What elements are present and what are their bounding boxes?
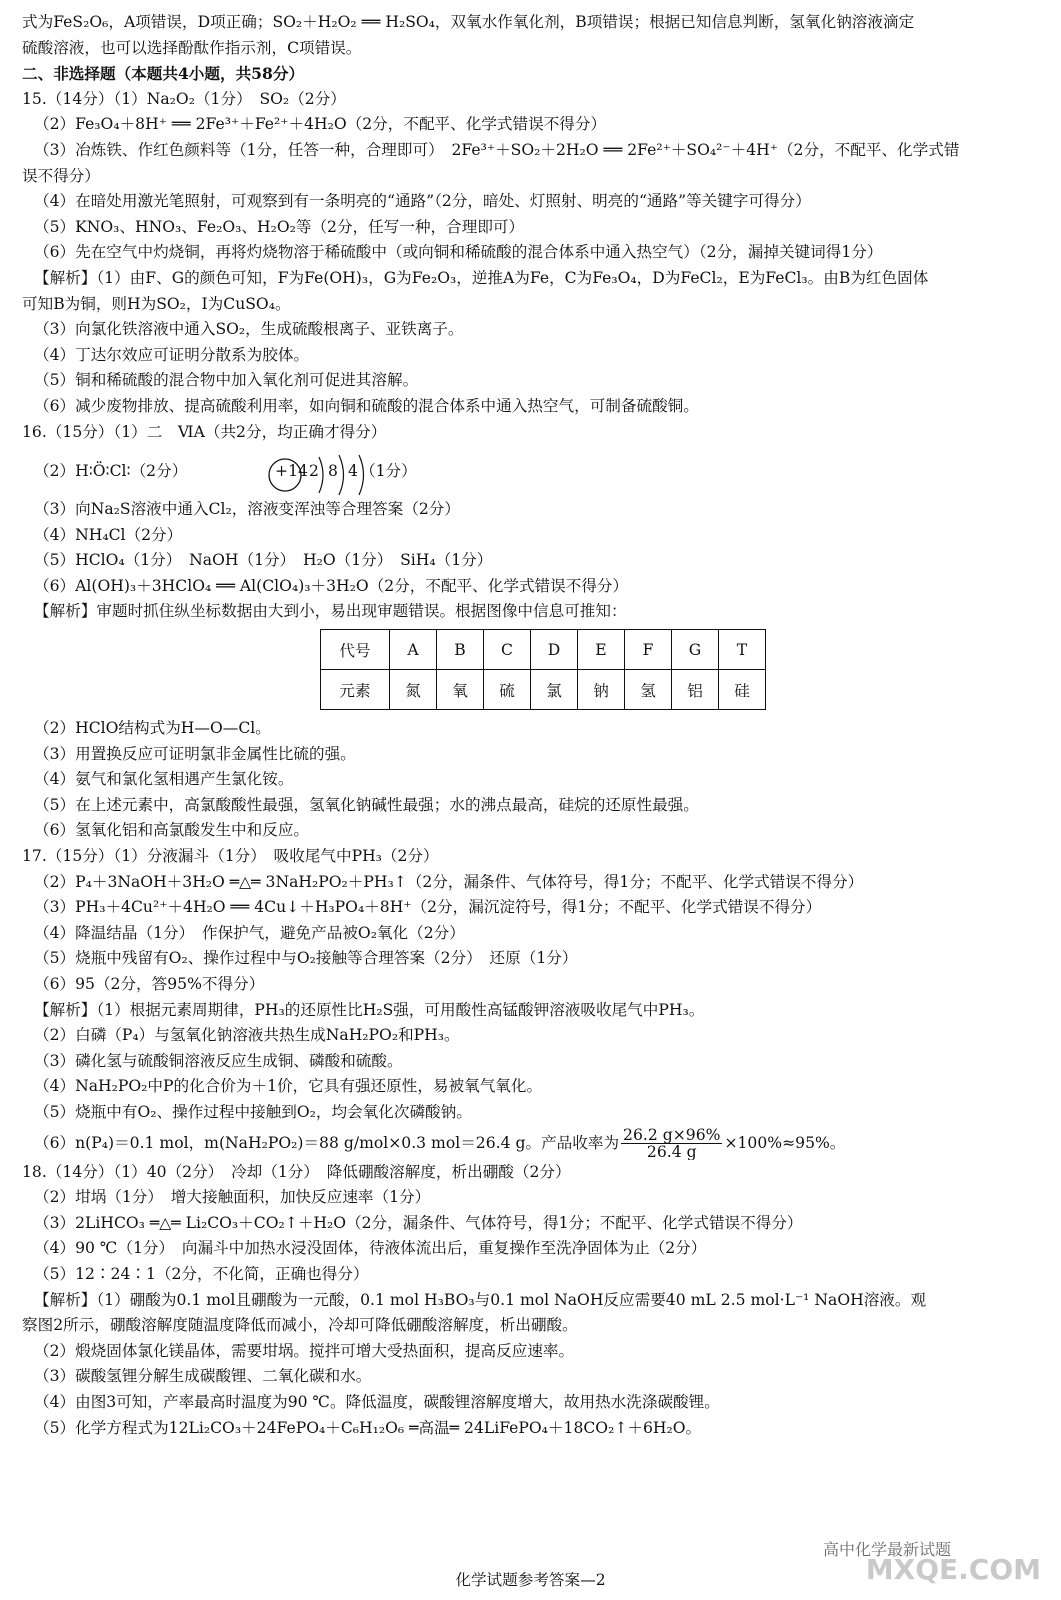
calc-suffix: ×100%≈95%。 xyxy=(724,1133,846,1152)
fraction xyxy=(621,1127,722,1160)
text-line: （5）12∶24∶1（2分，不化简，正确也得分） xyxy=(34,1264,369,1283)
text-line: （4）由图3可知，产率最高时温度为90 ℃。降低温度，碳酸锂溶解度增大，故用热水洗涤碳酸锂。 xyxy=(34,1392,720,1411)
points-label: （1分） xyxy=(360,462,417,481)
text-line: （3）向氯化铁溶液中通入SO₂，生成硫酸根离子、亚铁离子。 xyxy=(34,320,464,339)
page-footer: 化学试题参考答案—2 xyxy=(455,1571,606,1589)
text-line: （5）KNO₃、HNO₃、Fe₂O₃、H₂O₂等（2分，任写一种，合理即可） xyxy=(34,217,525,236)
table-cell: T xyxy=(719,630,766,670)
table-cell: F xyxy=(625,630,672,670)
table-row xyxy=(321,630,766,670)
text-line: （4）NaH₂PO₂中P的化合价为＋1价，它具有强还原性，易被氧气氧化。 xyxy=(34,1077,543,1096)
text-line: （5）化学方程式为12Li₂CO₃＋24FePO₄＋C₆H₁₂O₆ ═高温═ 24LiFePO₄＋18CO₂↑＋6H₂O。 xyxy=(34,1418,702,1437)
table-cell: 代号 xyxy=(321,630,390,670)
text-line: （6）先在空气中灼烧铜，再将灼烧物溶于稀硫酸中（或向铜和稀硫酸的混合体系中通入热空气）（2分，漏掉关键词得1分） xyxy=(34,243,883,262)
text-line: （4）降温结晶（1分） 作保护气，避免产品被O₂氧化（2分） xyxy=(34,923,465,942)
text-line: （2）白磷（P₄）与氢氧化钠溶液共热生成NaH₂PO₂和PH₃。 xyxy=(34,1026,460,1045)
text-line: （2）P₄＋3NaOH＋3H₂O ═△═ 3NaH₂PO₂＋PH₃↑（2分，漏条件、气体符号，得1分；不配平、化学式错误不得分） xyxy=(34,872,864,891)
element-table xyxy=(320,629,766,710)
table-cell: 钠 xyxy=(578,670,625,710)
analysis-line: 【解析】审题时抓住纵坐标数据由大到小，易出现审题错误。根据图像中信息可推知： xyxy=(34,602,627,621)
text-line: 察图2所示，硼酸溶解度随温度降低而减小，冷却可降低硼酸溶解度，析出硼酸。 xyxy=(22,1316,578,1335)
text-line: （4）90 ℃（1分） 向漏斗中加热水浸没固体，待液体流出后，重复操作至洗净固体为止（2分） xyxy=(34,1239,707,1258)
analysis-line: 【解析】（1）硼酸为0.1 mol且硼酸为一元酸，0.1 mol H₃BO₃与0.1 mol NaOH反应需要40 mL 2.5 mol·L⁻¹ NaOH溶液。观 xyxy=(34,1290,927,1309)
text-line: （3）用置换反应可证明氯非金属性比硫的强。 xyxy=(34,744,356,763)
text-line: （5）在上述元素中，高氯酸酸性最强，氢氧化钠碱性最强；水的沸点最高，硅烷的还原性最强。 xyxy=(34,795,699,814)
q16-part2 xyxy=(22,445,1038,497)
text-line: （3）向Na₂S溶液中通入Cl₂，溶液变浑浊等合理答案（2分） xyxy=(34,500,460,519)
table-cell: 氮 xyxy=(390,670,437,710)
electron-formula: （2）H∶Ö∶Cl∶（2分） xyxy=(34,462,188,481)
shell-3: 4 xyxy=(348,462,358,481)
text-line: （2）坩埚（1分） 增大接触面积，加快反应速率（1分） xyxy=(34,1188,431,1207)
text-line: （3）碳酸氢锂分解生成碳酸锂、二氧化碳和水。 xyxy=(34,1367,372,1386)
text-line: 硫酸溶液，也可以选择酚酞作指示剂，C项错误。 xyxy=(22,38,362,57)
table-cell: 硅 xyxy=(719,670,766,710)
nucleus-charge: +14 xyxy=(275,462,308,481)
text-line: （4）在暗处用激光笔照射，可观察到有一条明亮的“通路”（2分，暗处、灯照射、明亮的“通路”等关键字可得分） xyxy=(34,192,811,211)
watermark-account: 高中化学最新试题 xyxy=(822,1540,951,1559)
table-cell: C xyxy=(484,630,531,670)
watermark-site: MXQE.COM xyxy=(865,1553,1041,1586)
text-line: （4）丁达尔效应可证明分散系为胶体。 xyxy=(34,345,310,364)
text-line: 误不得分） xyxy=(22,166,100,185)
table-row xyxy=(321,670,766,710)
text-line: （2）Fe₃O₄＋8H⁺ ══ 2Fe³⁺＋Fe²⁺＋4H₂O（2分，不配平、化学式错误不得分） xyxy=(34,115,607,134)
yield-calculation xyxy=(22,1126,1038,1160)
table-cell: E xyxy=(578,630,625,670)
fraction-denominator: 26.4 g xyxy=(646,1143,697,1160)
fraction-numerator: 26.2 g×96% xyxy=(623,1126,721,1145)
question-16: 16.（15分）（1）二 ⅥA（共2分，均正确才得分） xyxy=(22,422,387,441)
text-line: （6）Al(OH)₃＋3HClO₄ ══ Al(ClO₄)₃＋3H₂O（2分，不配平、化学式错误不得分） xyxy=(34,576,629,595)
table-cell: 氧 xyxy=(437,670,484,710)
text-line: （6）减少废物排放、提高硫酸利用率，如向铜和硫酸的混合体系中通入热空气，可制备硫酸铜。 xyxy=(34,396,699,415)
table-cell: A xyxy=(390,630,437,670)
text-line: （3）磷化氢与硫酸铜溶液反应生成铜、磷酸和硫酸。 xyxy=(34,1051,403,1070)
table-cell: B xyxy=(437,630,484,670)
table-cell: G xyxy=(672,630,719,670)
text-line: （6）95（2分，答95%不得分） xyxy=(34,975,265,993)
analysis-line: 【解析】（1）由F、G的颜色可知，F为Fe(OH)₃，G为Fe₂O₃，逆推A为Fe，C为Fe₃O₄，D为FeCl₂，E为FeCl₃。由B为红色固体 xyxy=(34,268,929,287)
text-line: （5）铜和稀硫酸的混合物中加入氧化剂可促进其溶解。 xyxy=(34,371,419,390)
text-line: （3）冶炼铁、作红色颜料等（1分，任答一种，合理即可） 2Fe³⁺＋SO₂＋2H₂O ══ 2Fe²⁺＋SO₄²⁻＋4H⁺（2分，不配平、化学式错 xyxy=(34,140,960,159)
answer-page xyxy=(22,10,1038,1441)
text-line: 可知B为铜，则H为SO₂，I为CuSO₄。 xyxy=(22,294,291,313)
shell-2: 8 xyxy=(328,462,338,481)
text-line: （4）氨气和氯化氢相遇产生氯化铵。 xyxy=(34,770,294,789)
text-line: （2）HClO结构式为H—O—Cl。 xyxy=(34,719,271,738)
question-15: 15.（14分）（1）Na₂O₂（1分） SO₂（2分） xyxy=(22,89,346,108)
text-line: （2）煅烧固体氯化镁晶体，需要坩埚。搅拌可增大受热面积，提高反应速率。 xyxy=(34,1341,575,1360)
analysis-line: 【解析】（1）根据元素周期律，PH₃的还原性比H₂S强，可用酸性高锰酸钾溶液吸收尾气中PH₃。 xyxy=(34,1000,705,1019)
question-18: 18.（14分）（1）40（2分） 冷却（1分） 降低硼酸溶解度，析出硼酸（2分） xyxy=(22,1162,571,1181)
text-line: （3）PH₃＋4Cu²⁺＋4H₂O ══ 4Cu↓＋H₃PO₄＋8H⁺（2分，漏沉淀符号，得1分；不配平、化学式错误不得分） xyxy=(34,898,822,917)
table-cell: 硫 xyxy=(484,670,531,710)
text-line: （5）烧瓶中有O₂、操作过程中接触到O₂，均会氧化次磷酸钠。 xyxy=(34,1102,472,1121)
shell-1: 2 xyxy=(309,462,319,481)
table-cell: 氢 xyxy=(625,670,672,710)
text-line: 式为FeS₂O₆，A项错误，D项正确；SO₂＋H₂O₂ ══ H₂SO₄，双氧水作氧化剂，B项错误；根据已知信息判断，氢氧化钠溶液滴定 xyxy=(22,13,915,31)
question-17: 17.（15分）（1）分液漏斗（1分） 吸收尾气中PH₃（2分） xyxy=(22,847,439,866)
table-cell: 元素 xyxy=(321,670,390,710)
calc-prefix: （6）n(P₄)＝0.1 mol，m(NaH₂PO₂)＝88 g/mol×0.3 mol＝26.4 g。产品收率为 xyxy=(34,1133,620,1152)
table-cell: D xyxy=(531,630,578,670)
table-cell: 铝 xyxy=(672,670,719,710)
text-line: （5）烧瓶中残留有O₂、操作过程中与O₂接触等合理答案（2分） 还原（1分） xyxy=(34,949,578,968)
section-heading: 二、非选择题（本题共4小题，共58分） xyxy=(22,64,305,84)
text-line: （3）2LiHCO₃ ═△═ Li₂CO₃＋CO₂↑＋H₂O（2分，漏条件、气体符号，得1分；不配平、化学式错误不得分） xyxy=(34,1213,803,1232)
text-line: （5）HClO₄（1分） NaOH（1分） H₂O（1分） SiH₄（1分） xyxy=(34,551,493,570)
text-line: （6）氢氧化铝和高氯酸发生中和反应。 xyxy=(34,821,310,840)
table-cell: 氯 xyxy=(531,670,578,710)
text-line: （4）NH₄Cl（2分） xyxy=(34,525,183,544)
